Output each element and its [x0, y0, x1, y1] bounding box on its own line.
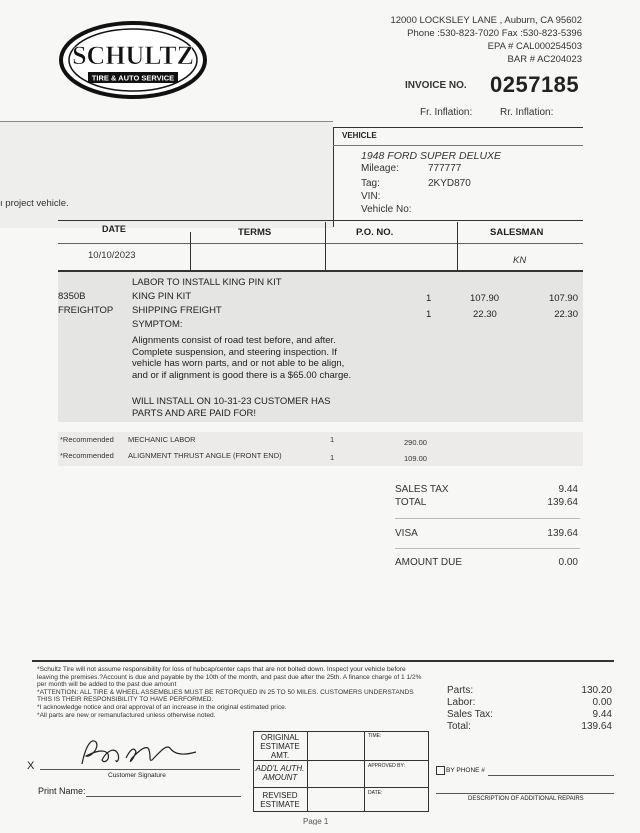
signature-line — [40, 769, 240, 770]
date-label: DATE: — [368, 790, 383, 796]
vehicle-left-rule — [333, 127, 334, 227]
estimate-grid-divider-2 — [364, 731, 365, 812]
additional-repairs-label: DESCRIPTION OF ADDITIONAL REPAIRS — [468, 796, 584, 802]
line-item-code: 8350B — [58, 291, 86, 302]
po-column-label: P.O. NO. — [356, 227, 394, 238]
customer-note: ı project vehicle. — [0, 198, 69, 209]
total-label: TOTAL — [395, 497, 427, 508]
customer-signature-label: Customer Signature — [108, 772, 166, 779]
summary-sales-tax-value: 9.44 — [592, 709, 612, 720]
customer-note-text: project vehicle. — [5, 198, 69, 209]
date-column-label: DATE — [102, 224, 126, 234]
invoice-date: 10/10/2023 — [88, 250, 136, 261]
totals-rule-1 — [395, 518, 580, 519]
order-header-mid-rule — [58, 243, 583, 244]
vehicle-top-rule — [333, 127, 583, 128]
summary-sales-tax-label: Sales Tax: — [447, 709, 493, 720]
estimate-grid-rule-2 — [253, 787, 429, 788]
approved-by-label: APPROVED BY: — [368, 763, 405, 769]
additional-repairs-line — [436, 793, 614, 794]
additional-auth-label: ADD'L AUTH. AMOUNT — [255, 764, 305, 782]
recommended-desc: MECHANIC LABOR — [128, 435, 196, 444]
line-item-price: 107.90 — [470, 293, 500, 304]
order-col-divider-1 — [190, 232, 191, 270]
customer-signature-image — [70, 734, 220, 770]
summary-total-label: Total: — [447, 721, 471, 732]
estimate-grid-rule-1 — [253, 760, 429, 761]
salesman-initials: KN — [513, 255, 527, 266]
vehicle-tag: 2KYD870 — [428, 178, 471, 189]
line-item-code: FREIGHTOP — [58, 305, 114, 316]
total-value: 139.64 — [547, 497, 578, 508]
amount-due-label: AMOUNT DUE — [395, 557, 463, 568]
line-item-price: 22.30 — [473, 309, 497, 320]
totals-rule-2 — [395, 548, 580, 549]
page-label: Page 1 — [303, 817, 329, 825]
logo-tagline: TIRE & AUTO SERVICE — [91, 73, 175, 83]
terms-paragraph-2: *ATTENTION: ALL TIRE & WHEEL ASSEMBLIES MUST BE RETORQUED IN 25 TO 50 MILES. CUSTOMERS UNDERSTANDS THIS IS THEIR RESPONSIBILITY TO HAVE PERFORMED. — [37, 688, 414, 704]
estimate-grid-divider-1 — [307, 731, 308, 812]
recommended-price: 109.00 — [404, 454, 427, 463]
terms-block — [37, 666, 427, 719]
shop-info — [390, 14, 582, 66]
amount-due-value: 0.00 — [558, 557, 578, 568]
print-name-label: Print Name: — [38, 786, 86, 796]
shop-address: 12000 LOCKSLEY LANE , Auburn, CA 95602 — [390, 15, 582, 26]
recommended-qty: 1 — [330, 453, 335, 462]
vehicle-mileage: 777777 — [428, 163, 462, 174]
sales-tax-label: SALES TAX — [395, 484, 449, 495]
customer-top-rule — [0, 121, 333, 122]
signature-x-mark: X — [27, 760, 35, 772]
summary-total-value: 139.64 — [581, 721, 612, 732]
recommended-label: *Recommended — [60, 435, 114, 444]
terms-paragraph-3: *I acknowledge notice and oral approval of an increase in the original estimated price. — [37, 703, 287, 711]
line-item-amount: 22.30 — [554, 309, 578, 320]
recommended-qty: 1 — [330, 435, 335, 444]
install-note: WILL INSTALL ON 10-31-23 CUSTOMER HAS PARTS AND ARE PAID FOR! — [132, 396, 331, 419]
shop-epa: EPA # CAL000254503 — [487, 41, 582, 52]
by-phone-line — [488, 775, 614, 776]
order-header-top-rule — [58, 220, 583, 221]
summary-labor-value: 0.00 — [592, 697, 612, 708]
recommended-label: *Recommended — [60, 451, 114, 460]
order-col-divider-2 — [325, 222, 326, 270]
line-item-desc: SYMPTOM: — [132, 319, 183, 330]
order-col-divider-3 — [457, 222, 458, 270]
vehicle-label: VEHICLE — [342, 131, 377, 140]
vehicle-mileage-label: Mileage: — [361, 163, 399, 174]
footer-top-rule — [32, 660, 614, 662]
line-item-qty: 1 — [426, 293, 432, 304]
recommended-price: 290.00 — [404, 438, 427, 447]
recommended-desc: ALIGNMENT THRUST ANGLE (FRONT END) — [128, 451, 282, 460]
visa-value: 139.64 — [547, 528, 578, 539]
summary-parts-label: Parts: — [447, 685, 474, 696]
line-item-desc: KING PIN KIT — [132, 291, 192, 302]
print-name-line — [86, 796, 241, 797]
line-item-desc: LABOR TO INSTALL KING PIN KIT — [132, 277, 282, 288]
time-label: TIME: — [368, 733, 382, 739]
shop-phone-fax: Phone :530-823-7020 Fax :530-823-5396 — [407, 28, 582, 39]
summary-parts-value: 130.20 — [581, 685, 612, 696]
by-phone-checkbox[interactable] — [436, 766, 445, 775]
shop-bar: BAR # AC204023 — [507, 54, 582, 65]
customer-box — [0, 122, 333, 228]
summary-labor-label: Labor: — [447, 697, 476, 708]
vehicle-label-rule — [333, 145, 583, 146]
vehicle-tag-label: Tag: — [361, 178, 380, 189]
line-item-qty: 1 — [426, 309, 432, 320]
original-estimate-label: ORIGINAL ESTIMATE AMT. — [260, 733, 300, 760]
line-item-desc: SHIPPING FREIGHT — [132, 305, 222, 316]
company-logo — [58, 20, 208, 100]
alignment-note: Alignments consist of road test before, and after. Complete suspension, and steering inspection. If vehicle has worn parts, and or not able to be align, and or if alignment is good there is a $65.00 charge. — [132, 335, 352, 381]
vehicle-model: 1948 FORD SUPER DELUXE — [361, 150, 502, 162]
by-phone-label: BY PHONE # — [446, 767, 485, 774]
vehicle-vin-label: VIN: — [361, 191, 381, 202]
front-inflation-label: Fr. Inflation: — [420, 107, 473, 118]
revised-estimate-label: REVISED ESTIMATE — [260, 791, 300, 809]
logo-name: SCHULTZ — [72, 41, 194, 70]
sales-tax-value: 9.44 — [558, 484, 578, 495]
invoice-label: INVOICE NO. — [405, 80, 467, 91]
salesman-column-label: SALESMAN — [490, 227, 544, 238]
rear-inflation-label: Rr. Inflation: — [500, 107, 554, 118]
terms-paragraph-4: *All parts are new or remanufactured unless otherwise noted. — [37, 711, 216, 719]
visa-label: VISA — [395, 528, 418, 539]
terms-paragraph-1: *Schultz Tire will not assume responsibility for loss of hubcap/center caps that are not bolted down. Inspect your vehicle before leaving the premises.?Account is due and payable by the 10th of the month, and past due after the 25th. A finance charge of 1 1/2% per month will be added to the past due amount — [37, 666, 422, 689]
invoice-number: 0257185 — [490, 72, 580, 97]
line-item-amount: 107.90 — [548, 293, 578, 304]
vehicle-number-label: Vehicle No: — [361, 204, 412, 215]
terms-column-label: TERMS — [238, 227, 272, 238]
